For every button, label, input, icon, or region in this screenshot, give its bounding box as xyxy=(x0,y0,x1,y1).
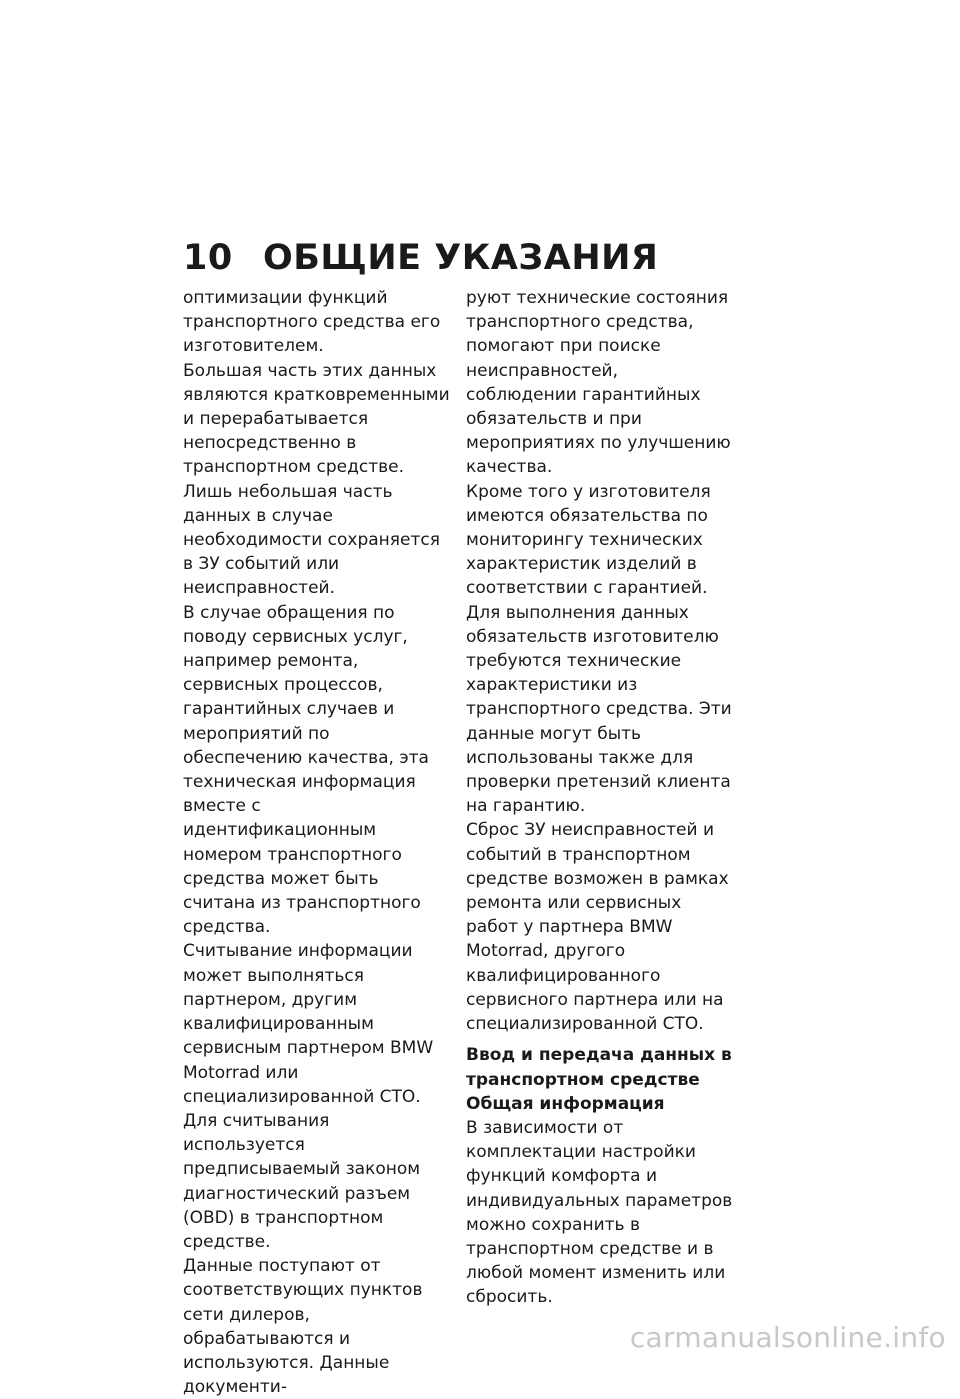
site-watermark: carmanualsonline.info xyxy=(629,1321,946,1354)
right-text-column xyxy=(466,286,734,1310)
chapter-title: ОБЩИЕ УКАЗАНИЯ xyxy=(263,238,659,278)
paragraph: Считывание информации может выполняться партнером, другим квалифицированным сервисным партнером BMW Motorrad или специализированной СТО. Для считывания используется предписываемый законом диагностический разъем (OBD) в транспортном средстве. xyxy=(183,941,434,1252)
paragraph: Кроме того у изготовителя имеются обязательства по мониторингу технических характеристик изделий в соответствии с гарантией. Для выполнения данных обязательств изготовителю требуются технические характеристики из транспортного средства. Эти данные могут быть использованы также для проверки претензий клиента на гарантию. xyxy=(466,481,732,817)
section-title: Ввод и передача данных в транспортном средстве xyxy=(466,1045,732,1090)
chapter-heading xyxy=(183,238,658,278)
subsection-title: Общая информация xyxy=(466,1093,665,1114)
paragraph: В зависимости от комплектации настройки функций комфорта и индивидуальных параметров можно сохранить в транспортном средстве и в любой момент изменить или сбросить. xyxy=(466,1117,733,1308)
paragraph: Сброс ЗУ неисправностей и событий в транспортном средстве возможен в рамках ремонта или сервисных работ у партнера BMW Motorrad, другого квалифицированного сервисного партнера или на специализированной СТО. xyxy=(466,820,729,1035)
paragraph: В случае обращения по поводу сервисных услуг, например ремонта, сервисных процессов, гарантийных случаев и мероприятий по обеспечению качества, эта техническая информация вместе с идентификационным номером транспортного средства может быть считана из транспортного средства. xyxy=(183,602,429,938)
paragraph: руют технические состояния транспортного средства, помогают при поиске неисправностей, соблюдении гарантийных обязательств и при мероприятиях по улучшению качества. xyxy=(466,288,731,478)
paragraph: Данные поступают от соответствующих пунктов сети дилеров, обрабатываются и используются. Данные документи- xyxy=(183,1256,423,1398)
paragraph: оптимизации функций транспортного средства его изготовителем. xyxy=(183,288,441,357)
paragraph: Большая часть этих данных являются кратковременными и перерабатывается непосредственно в транспортном средстве. Лишь небольшая часть данных в случае необходимости сохраняется в ЗУ событий или неисправностей. xyxy=(183,360,450,599)
left-text-column xyxy=(183,286,451,1399)
chapter-number: 10 xyxy=(183,238,233,278)
